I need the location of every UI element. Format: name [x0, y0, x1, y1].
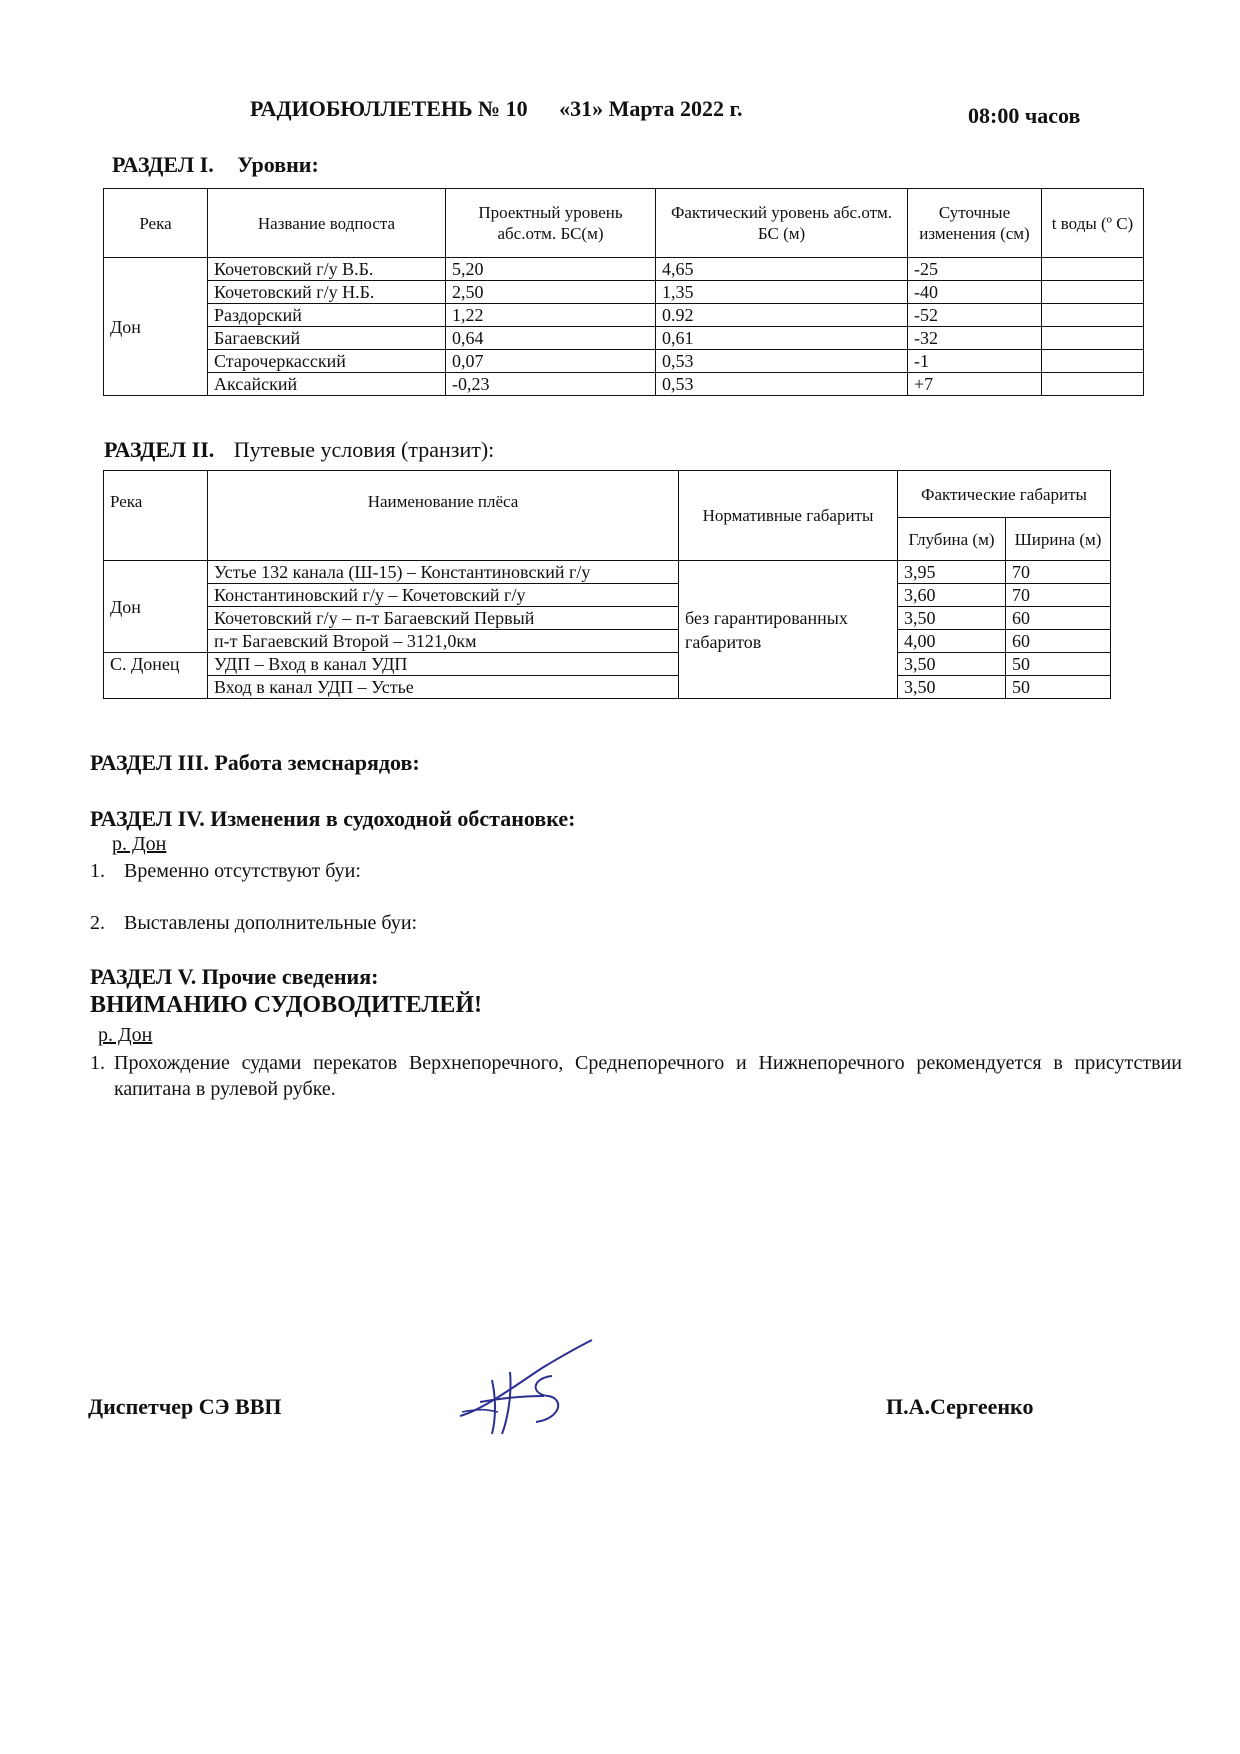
post-cell: Раздорский [208, 304, 446, 327]
section1-title: Уровни: [237, 152, 319, 177]
table-row [104, 304, 1144, 327]
depth-cell: 3,60 [898, 584, 1006, 607]
change-cell: -52 [908, 304, 1042, 327]
handwritten-signature [452, 1338, 602, 1438]
reach-cell: Вход в канал УДП – Устье [208, 676, 679, 699]
col-river: Река [104, 189, 208, 258]
section1-label: РАЗДЕЛ I. [112, 152, 214, 177]
width-cell: 60 [1006, 607, 1111, 630]
temp-cell [1042, 304, 1144, 327]
river-cell: Дон [104, 258, 208, 396]
list-item [90, 1050, 1182, 1102]
normative-cell: без гарантированных габаритов [679, 561, 898, 699]
bulletin-time: 08:00 часов [968, 103, 1081, 128]
actual-cell: 0,61 [656, 327, 908, 350]
section1-heading [112, 152, 319, 178]
transit-table [103, 470, 1111, 699]
depth-cell: 3,50 [898, 653, 1006, 676]
project-cell: 0,64 [446, 327, 656, 350]
bulletin-number: РАДИОБЮЛЛЕТЕНЬ № 10 [250, 96, 528, 121]
list-number: 1. [90, 860, 105, 882]
table-row [104, 373, 1144, 396]
section5-subheading [90, 992, 482, 1019]
col-daily-change: Суточные изменения (см) [908, 189, 1042, 258]
temp-cell [1042, 373, 1144, 396]
table-row [104, 281, 1144, 304]
col-width: Ширина (м) [1006, 518, 1111, 561]
temp-cell [1042, 350, 1144, 373]
post-cell: Аксайский [208, 373, 446, 396]
project-cell: 5,20 [446, 258, 656, 281]
depth-cell: 4,00 [898, 630, 1006, 653]
actual-cell: 0,53 [656, 350, 908, 373]
bulletin-title [250, 96, 742, 122]
table-row [104, 653, 1111, 676]
col-reach: Наименование плёса [208, 471, 679, 561]
change-cell: +7 [908, 373, 1042, 396]
change-cell: -40 [908, 281, 1042, 304]
section5-heading [90, 964, 378, 990]
table-row [104, 676, 1111, 699]
project-cell: -0,23 [446, 373, 656, 396]
list-number: 2. [90, 912, 105, 934]
section5-subtitle: ВНИМАНИЮ СУДОВОДИТЕЛЕЙ! [90, 992, 482, 1018]
change-cell: -32 [908, 327, 1042, 350]
project-cell: 2,50 [446, 281, 656, 304]
project-cell: 1,22 [446, 304, 656, 327]
river-cell: Дон [104, 561, 208, 653]
table-row [104, 561, 1111, 584]
list-text: Выставлены дополнительные буи: [124, 912, 418, 934]
list-item [90, 860, 361, 883]
width-cell: 60 [1006, 630, 1111, 653]
list-number: 1. [90, 1052, 105, 1074]
table-row [104, 607, 1111, 630]
section4-river: р. Дон [112, 833, 167, 855]
actual-cell: 0,53 [656, 373, 908, 396]
change-cell: -1 [908, 350, 1042, 373]
width-cell: 50 [1006, 653, 1111, 676]
width-cell: 70 [1006, 584, 1111, 607]
list-text: Временно отсутствуют буи: [124, 860, 361, 882]
table-row [104, 258, 1144, 281]
section4-title: РАЗДЕЛ IV. Изменения в судоходной обстановке: [90, 806, 576, 831]
section5-title: РАЗДЕЛ V. Прочие сведения: [90, 964, 379, 989]
col-river: Река [104, 471, 208, 561]
table-row [104, 584, 1111, 607]
transit-header-row [104, 471, 1111, 518]
section2-label: РАЗДЕЛ II. [104, 437, 215, 462]
post-cell: Старочеркасский [208, 350, 446, 373]
list-item [90, 912, 417, 935]
reach-cell: Кочетовский г/у – п-т Багаевский Первый [208, 607, 679, 630]
col-depth: Глубина (м) [898, 518, 1006, 561]
section2-heading [104, 437, 494, 463]
section5-river: р. Дон [98, 1024, 153, 1046]
actual-cell: 0.92 [656, 304, 908, 327]
post-cell: Кочетовский г/у В.Б. [208, 258, 446, 281]
levels-table [103, 188, 1144, 396]
list-text: Прохождение судами перекатов Верхнепоречного, Среднепоречного и Нижнепоречного рекомендуется в присутствии капитана в рулевой рубке. [114, 1052, 1182, 1100]
section3-heading [90, 750, 420, 776]
col-normative: Нормативные габариты [679, 471, 898, 561]
reach-cell: п-т Багаевский Второй – 3121,0км [208, 630, 679, 653]
river-cell: С. Донец [104, 653, 208, 699]
temp-cell [1042, 258, 1144, 281]
change-cell: -25 [908, 258, 1042, 281]
col-project-level: Проектный уровень абс.отм. БС(м) [446, 189, 656, 258]
section4-heading [90, 806, 575, 832]
reach-cell: Устье 132 канала (Ш-15) – Константиновский г/у [208, 561, 679, 584]
temp-cell [1042, 281, 1144, 304]
col-actual-level: Фактический уровень абс.отм. БС (м) [656, 189, 908, 258]
actual-cell: 4,65 [656, 258, 908, 281]
levels-header-row [104, 189, 1144, 258]
actual-cell: 1,35 [656, 281, 908, 304]
project-cell: 0,07 [446, 350, 656, 373]
table-row [104, 630, 1111, 653]
width-cell: 50 [1006, 676, 1111, 699]
dispatcher-role: Диспетчер СЭ ВВП [88, 1394, 282, 1419]
temp-cell [1042, 327, 1144, 350]
post-cell: Багаевский [208, 327, 446, 350]
reach-cell: Константиновский г/у – Кочетовский г/у [208, 584, 679, 607]
section2-title: Путевые условия (транзит): [233, 437, 495, 462]
post-cell: Кочетовский г/у Н.Б. [208, 281, 446, 304]
reach-cell: УДП – Вход в канал УДП [208, 653, 679, 676]
dispatcher-name: П.А.Сергеенко [886, 1394, 1034, 1419]
bulletin-date: «31» Марта 2022 г. [559, 96, 743, 121]
width-cell: 70 [1006, 561, 1111, 584]
col-actual-dimensions: Фактические габариты [898, 471, 1111, 518]
col-water-temp: t воды (º С) [1042, 189, 1144, 258]
depth-cell: 3,95 [898, 561, 1006, 584]
depth-cell: 3,50 [898, 676, 1006, 699]
table-row [104, 327, 1144, 350]
section3-title: РАЗДЕЛ III. Работа земснарядов: [90, 750, 420, 775]
col-post: Название водпоста [208, 189, 446, 258]
table-row [104, 350, 1144, 373]
depth-cell: 3,50 [898, 607, 1006, 630]
